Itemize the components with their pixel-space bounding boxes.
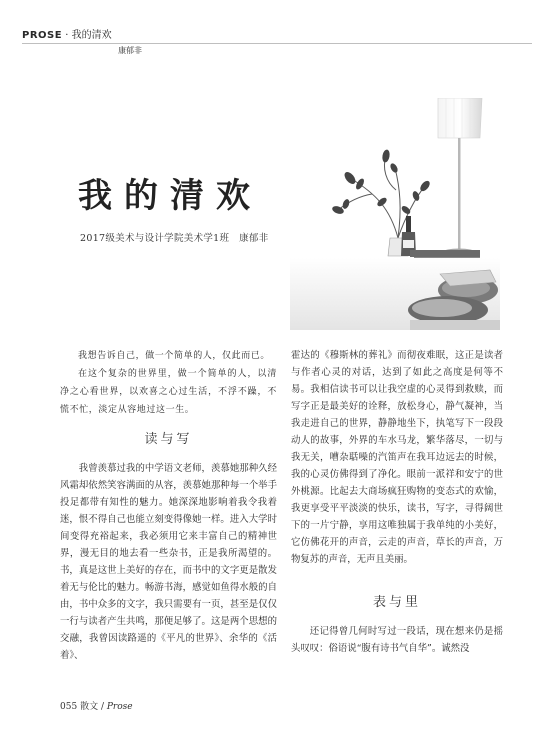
section2-paragraph-1: 还记得曾几何时写过一段话，现在想来仍是摇头叹叹：俗语说“腹有诗书气自华”。诚然没 xyxy=(291,626,503,654)
footer-slash: / xyxy=(100,702,104,712)
right-column xyxy=(291,347,503,657)
byline: 2017级美术与设计学院美术学1班 康郁非 xyxy=(80,233,269,244)
section1-paragraph-part2: 霍达的《穆斯林的葬礼》而彻夜难眠，这正是读者与作者心灵的对话，达到了如此之高度是何等不易。我相信读书可以让我空虚的心灵得到救赎，而写字正是最美好的诠释，放松身心，静气凝神，当我走进自己的世界，静静地坐下，执笔写下一段段动人的故事，外界的车水马龙，繁华落尽，一切与我无关，嘈杂聒噪的汽笛声在我耳边远去的时候，我的心灵仿佛得到了净化。眼前一派祥和安宁的世外桃源。比起去大商场疯狂购物的变态式的欢愉，我更享受平平淡淡的快乐，读书，写字，寻得阔世下的一片宁静，享用这唯独属于我单纯的小美好，它仿佛花开的声音，云走的声音，草长的声音，万物复苏的声音，无声且美丽。 xyxy=(291,350,503,565)
section-heading-surface-inner: 表与里 xyxy=(372,595,421,610)
magazine-name: 散文 xyxy=(80,702,99,712)
section-heading-read-write: 读与写 xyxy=(144,432,193,447)
running-header xyxy=(22,30,112,42)
header-author: 康郁非 xyxy=(118,46,142,55)
page-footer xyxy=(60,699,133,712)
intro-line-2: 在这个复杂的世界里，做一个简单的人，以清净之心看世界，以欢喜之心过生活，不浮不躁，不慌不忙，淡定从容地过这一生。 xyxy=(60,369,277,415)
header-separator: · xyxy=(65,30,69,41)
header-divider xyxy=(22,43,532,44)
magazine-english: Prose xyxy=(106,702,133,712)
intro-line-1: 我想告诉自己，做一个简单的人，仅此而已。 xyxy=(78,351,271,361)
header-article-title: 我的清欢 xyxy=(71,30,112,41)
left-column xyxy=(60,347,277,664)
section-label: PROSE xyxy=(22,30,63,41)
page-number: 055 xyxy=(60,702,78,712)
still-life-photo xyxy=(290,98,500,330)
section1-paragraph-part1: 我曾羡慕过我的中学语文老师，羡慕她那种久经风霜却依然笑容满面的从容，羡慕她那种每一个举手投足都带有知性的魅力。她深深地影响着我令我着迷，恨不得自己也能立刻变得像她一样。进入大学时间变得充裕起来，我必须用它来丰富自己的精神世界，漫无目的地去看一些杂书，正是我所渴望的。书，真是这世上美好的存在，而书中的文字更是散发着无与伦比的魅力。畅游书海，感觉如鱼得水般的自由，书中众多的文字，我只需要有一页，甚至是仅仅一行与读者产生共鸣，那便足够了。这是两个思想的交融，我曾因读路遥的《平凡的世界》、余华的《活着》、 xyxy=(60,463,277,661)
article-title: 我的清欢 xyxy=(78,176,262,216)
